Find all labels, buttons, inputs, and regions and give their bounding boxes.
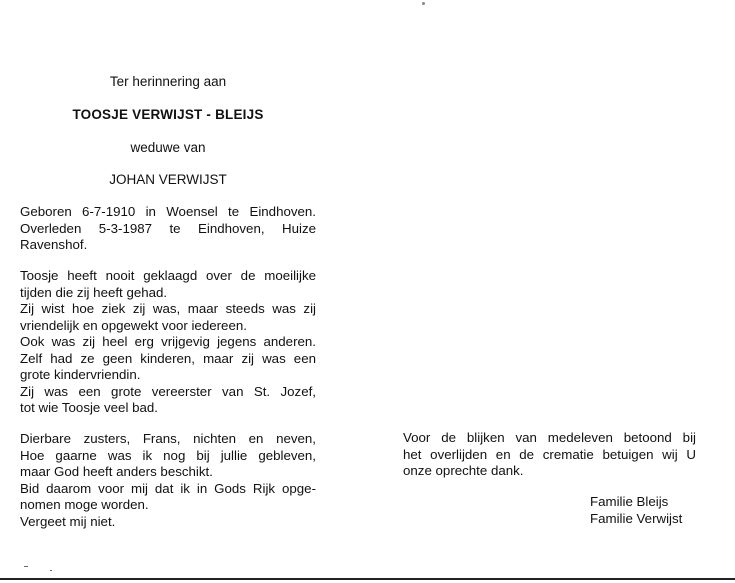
- text-line: Overleden 5-3-1987 te Eindhoven, Huize: [20, 220, 316, 236]
- birth-death-paragraph: [20, 204, 316, 254]
- text-line: Zij wist hoe ziek zij was, maar steeds was zij: [20, 301, 316, 316]
- text-line: Dierbare zusters, Frans, nichten en neven,: [20, 431, 316, 446]
- deceased-name: TOOSJE VERWIJST - BLEIJS: [72, 107, 264, 122]
- text-line: Toosje heeft nooit geklaagd over de moeilijke: [20, 268, 316, 283]
- widow-of-text: weduwe van: [130, 140, 206, 155]
- print-speck: [50, 570, 52, 571]
- text-line: vriendelijk en opgewekt voor iedereen.: [20, 317, 247, 333]
- farewell-paragraph: [20, 431, 316, 530]
- print-speck: [24, 566, 28, 567]
- intro-text: Ter herinnering aan: [109, 74, 227, 89]
- text-line: Vergeet mij niet.: [20, 513, 116, 529]
- text-line: Bid daarom voor mij dat ik in Gods Rijk opge-: [20, 480, 316, 496]
- husband-name: JOHAN VERWIJST: [109, 172, 227, 187]
- signatures: [590, 494, 682, 527]
- text-line: Ravenshof.: [20, 237, 88, 252]
- print-speck: [422, 2, 425, 5]
- text-line: het overlijden en de crematie betuigen wij U: [403, 446, 696, 462]
- text-line: Zelf had ze geen kinderen, maar zij was een: [20, 350, 316, 366]
- text-line: tot wie Toosje veel bad.: [20, 400, 158, 415]
- bottom-edge: [0, 578, 735, 580]
- text-line: grote kindervriendin.: [20, 367, 141, 382]
- text-line: tijden die zij heeft gehad.: [20, 284, 168, 300]
- text-line: Hoe gaarne was ik nog bij jullie gebleven,: [20, 447, 316, 463]
- text-line: onze oprechte dank.: [403, 463, 524, 478]
- text-line: nomen moge worden.: [20, 497, 149, 512]
- text-line: Voor de blijken van medeleven betoond bij: [403, 430, 696, 445]
- text-line: maar God heeft anders beschikt.: [20, 464, 213, 479]
- text-line: Zij was een grote vereerster van St. Jozef,: [20, 383, 316, 399]
- text-line: Geboren 6-7-1910 in Woensel te Eindhoven.: [20, 204, 316, 219]
- tribute-paragraph: [20, 268, 316, 417]
- signature-line: Familie Bleijs: [590, 494, 669, 509]
- signature-line: Familie Verwijst: [590, 510, 683, 526]
- thanks-paragraph: [403, 430, 696, 480]
- text-line: Ook was zij heel erg vrijgevig jegens anderen.: [20, 334, 316, 349]
